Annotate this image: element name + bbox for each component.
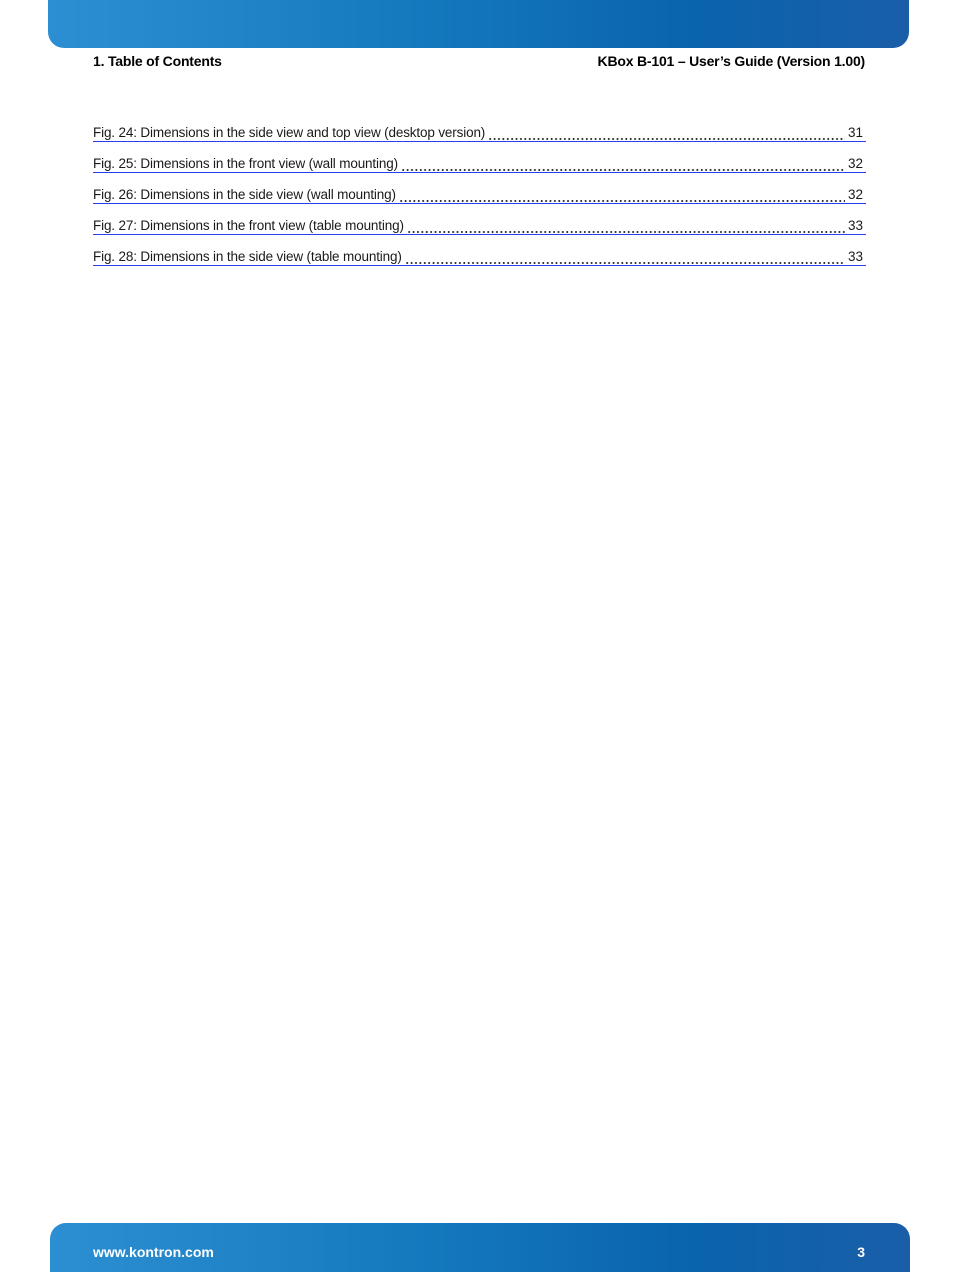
dot-leader bbox=[407, 223, 845, 234]
toc-entry-page[interactable]: 32 bbox=[847, 187, 863, 202]
toc-entry-fig-25[interactable] bbox=[93, 152, 866, 173]
toc-entry-label[interactable]: Fig. 25: Dimensions in the front view (wall mounting) bbox=[93, 156, 398, 171]
toc-entry-label[interactable]: Fig. 24: Dimensions in the side view and top view (desktop version) bbox=[93, 125, 486, 140]
dot-leader bbox=[488, 130, 845, 141]
document-title: KBox B-101 – User’s Guide (Version 1.00) bbox=[597, 53, 865, 69]
page-footer bbox=[93, 1242, 865, 1262]
toc-entry-fig-24[interactable] bbox=[93, 121, 866, 142]
toc-entry-label[interactable]: Fig. 27: Dimensions in the front view (table mounting) bbox=[93, 218, 404, 233]
website-link[interactable]: www.kontron.com bbox=[93, 1244, 214, 1260]
toc-entry-page[interactable]: 32 bbox=[847, 156, 863, 171]
page-header bbox=[93, 51, 865, 71]
header-band bbox=[48, 0, 909, 48]
dot-leader bbox=[401, 161, 845, 172]
toc-entry-fig-28[interactable] bbox=[93, 245, 866, 266]
dot-leader bbox=[399, 192, 845, 203]
figure-list bbox=[93, 121, 866, 276]
dot-leader bbox=[405, 254, 845, 265]
toc-entry-label[interactable]: Fig. 28: Dimensions in the side view (table mounting) bbox=[93, 249, 402, 264]
page-number: 3 bbox=[857, 1244, 865, 1260]
toc-entry-page[interactable]: 33 bbox=[847, 249, 863, 264]
toc-entry-page[interactable]: 31 bbox=[847, 125, 863, 140]
toc-entry-fig-26[interactable] bbox=[93, 183, 866, 204]
section-title: 1. Table of Contents bbox=[93, 53, 222, 69]
toc-entry-fig-27[interactable] bbox=[93, 214, 866, 235]
toc-entry-label[interactable]: Fig. 26: Dimensions in the side view (wall mounting) bbox=[93, 187, 396, 202]
toc-entry-page[interactable]: 33 bbox=[847, 218, 863, 233]
